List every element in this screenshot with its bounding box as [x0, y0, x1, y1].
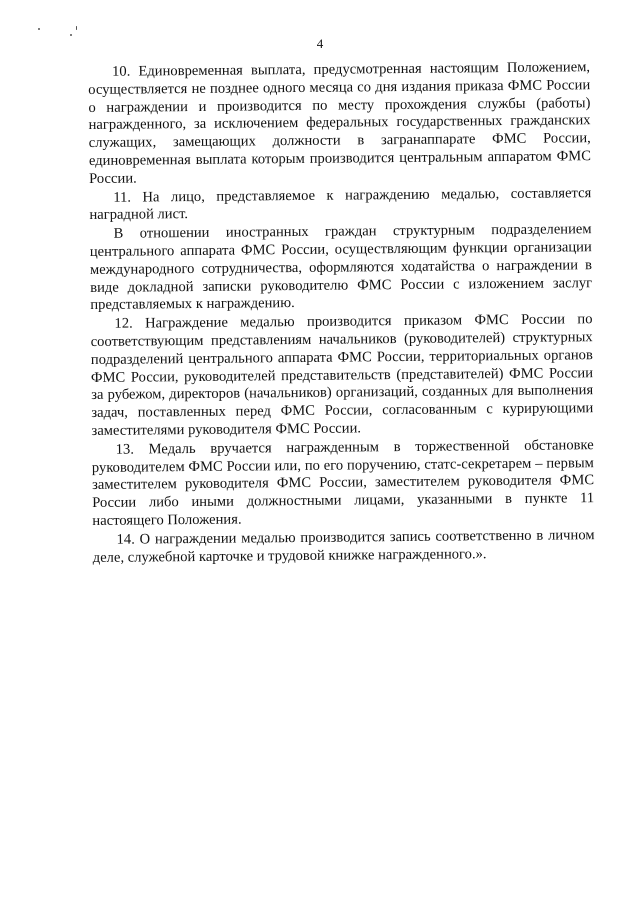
document-body — [88, 59, 595, 568]
paragraph-13: 13. Медаль вручается награжденным в торжественной обстановке руководителем ФМС России или, по его поручению, статс-секретарем – первым заместителем руководителя ФМС России, заместителем руководителя ФМС России либо иными должностными лицами, указанными в пункте 11 настоящего Положения. — [91, 436, 595, 529]
scan-speck — [76, 26, 77, 30]
paragraph-14: 14. О награждении медалью производится запись соответственно в личном деле, служебной карточке и трудовой книжке награжденного.». — [92, 526, 595, 566]
paragraph-11-foreign: В отношении иностранных граждан структурным подразделением центрального аппарата ФМС России, осуществляющим функции организации международного сотрудничества, оформляются ходатайства о награждении в виде докладной записки руководителю ФМС России с изложением заслуг представляемых к награждению. — [89, 221, 593, 314]
page-number: 4 — [316, 36, 324, 51]
scan-speck — [38, 28, 40, 30]
paragraph-11: 11. На лицо, представляемое к награждению медалью, составляется наградной лист. — [89, 184, 592, 224]
paragraph-10: 10. Единовременная выплата, предусмотренная настоящим Положением, осуществляется не позднее одного месяца со дня издания приказа ФМС России о награждении и производится по месту прохождения службы (работы) награжденного, за исключением федеральных государственных гражданских служащих, замещающих должности в загранаппарате ФМС России, единовременная выплата которым производится центральным аппаратом ФМС России. — [88, 59, 591, 187]
paragraph-12: 12. Награждение медалью производится приказом ФМС России по соответствующим представлениям начальников (руководителей) структурных подразделений центрального аппарата ФМС России, территориальных органов ФМС России, руководителей представительств (представителей) ФМС России за рубежом, директоров (начальников) организаций, созданных для выполнения задач, поставленных перед ФМС России, согласованным с курирующими заместителями руководителя ФМС России. — [90, 311, 594, 439]
